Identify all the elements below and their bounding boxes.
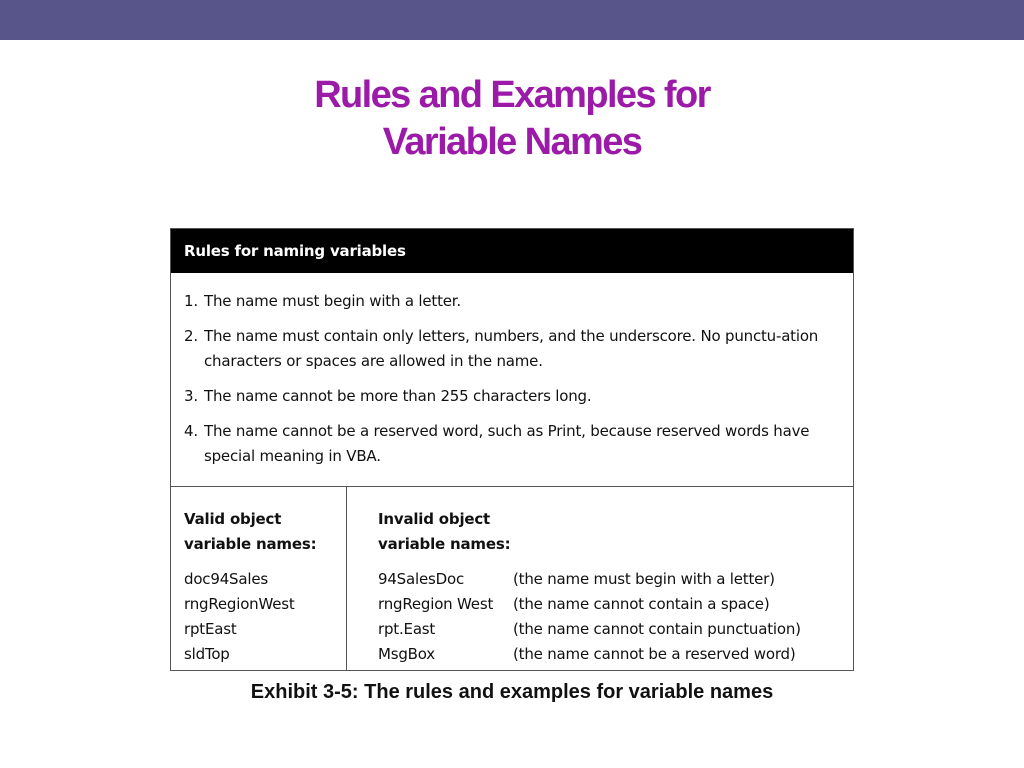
invalid-name-row xyxy=(378,567,853,592)
invalid-name-row xyxy=(378,642,853,667)
valid-names-heading xyxy=(184,507,346,557)
rule-number: 2. xyxy=(184,327,198,345)
invalid-name-row xyxy=(378,592,853,617)
valid-name: rptEast xyxy=(184,620,237,638)
rule-number: 1. xyxy=(184,292,198,310)
valid-heading-line-2: variable names: xyxy=(184,535,317,553)
invalid-reason: (the name must begin with a letter) xyxy=(513,570,775,588)
rule-item xyxy=(184,289,841,314)
invalid-heading-line-2: variable names: xyxy=(378,535,511,553)
rules-list xyxy=(171,273,853,487)
rule-number: 4. xyxy=(184,422,198,440)
invalid-reason: (the name cannot contain a space) xyxy=(513,595,770,613)
rule-item xyxy=(184,324,841,374)
invalid-name-row xyxy=(378,617,853,642)
exhibit-caption: Exhibit 3-5: The rules and examples for variable names xyxy=(250,681,774,703)
rule-item xyxy=(184,384,841,409)
examples-section xyxy=(171,487,853,670)
invalid-name: rngRegion West xyxy=(378,595,494,613)
invalid-reason: (the name cannot contain punctuation) xyxy=(513,620,801,638)
exhibit-table xyxy=(170,228,854,671)
top-banner xyxy=(0,0,1024,40)
rule-text: The name cannot be more than 255 characters long. xyxy=(204,387,592,405)
valid-name: rngRegionWest xyxy=(184,595,295,613)
invalid-names-heading xyxy=(378,507,853,557)
valid-names-list xyxy=(184,567,346,667)
invalid-names-list xyxy=(378,567,853,667)
invalid-name: 94SalesDoc xyxy=(378,570,464,588)
invalid-reason: (the name cannot be a reserved word) xyxy=(513,645,796,663)
rule-text: The name must contain only letters, numbers, and the underscore. No punctu-ation characters or spaces are allowed in the name. xyxy=(204,327,819,370)
slide-title-line-1: Rules and Examples for xyxy=(314,74,710,116)
invalid-heading-line-1: Invalid object xyxy=(378,510,491,528)
rule-text: The name cannot be a reserved word, such as Print, because reserved words have special meaning in VBA. xyxy=(204,422,810,465)
invalid-names-column xyxy=(347,487,853,670)
valid-names-column xyxy=(171,487,347,670)
invalid-name: rpt.East xyxy=(378,620,436,638)
slide-title xyxy=(0,72,1024,166)
invalid-name: MsgBox xyxy=(378,645,435,663)
rule-number: 3. xyxy=(184,387,198,405)
valid-heading-line-1: Valid object xyxy=(184,510,282,528)
rule-text: The name must begin with a letter. xyxy=(204,292,461,310)
exhibit-header: Rules for naming variables xyxy=(171,229,853,273)
slide-title-line-2: Variable Names xyxy=(382,121,642,163)
rule-item xyxy=(184,419,841,469)
valid-name: doc94Sales xyxy=(184,570,268,588)
valid-name: sldTop xyxy=(184,645,230,663)
